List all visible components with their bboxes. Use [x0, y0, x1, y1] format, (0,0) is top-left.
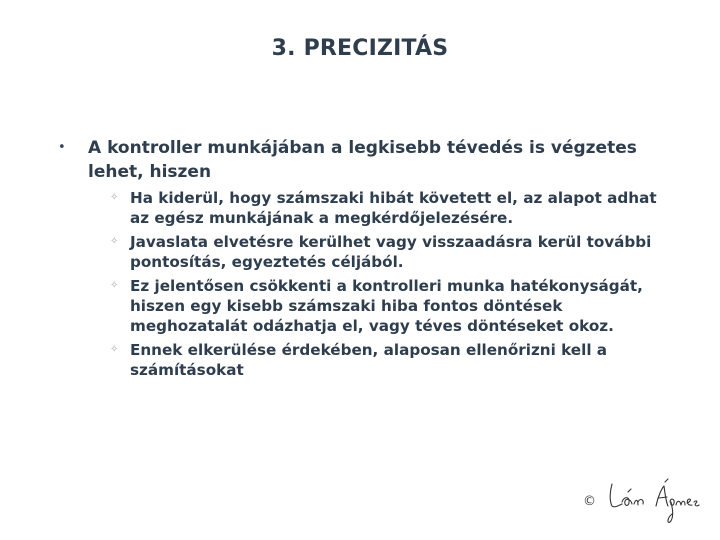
signature-area [583, 472, 708, 526]
diamond-marker-icon: ✧ [110, 280, 119, 291]
diamond-marker-icon: ✧ [110, 344, 119, 355]
slide-title: 3. PRECIZITÁS [271, 36, 449, 61]
bullet-text: A kontroller munkájában a legkisebb tévedés is végzetes lehet, hiszen [88, 138, 637, 182]
handwritten-signature [604, 472, 700, 526]
copyright-symbol: © [583, 493, 596, 509]
diamond-marker-icon: ✧ [110, 192, 119, 203]
sub-bullet-item [110, 188, 670, 228]
bullet-list [58, 136, 688, 384]
sub-bullet-item [110, 276, 670, 336]
sub-bullet-text: Ez jelentősen csökkenti a kontrolleri munka hatékonyságát, hiszen egy kisebb számszaki hiba fontos döntések meghozatalát odázhatja el, vagy téves döntéseket okoz. [130, 277, 643, 335]
bullet-dot-icon: • [58, 140, 66, 155]
sub-bullet-list [110, 188, 670, 380]
sub-bullet-item [110, 340, 670, 380]
sub-bullet-text: Ha kiderül, hogy számszaki hibát követett el, az alapot adhat az egész munkájának a megkérdőjelezésére. [130, 189, 657, 227]
bullet-item [58, 136, 688, 184]
diamond-marker-icon: ✧ [110, 236, 119, 247]
sub-bullet-text: Javaslata elvetésre kerülhet vagy visszaadásra kerül további pontosítás, egyeztetés céljából. [130, 233, 652, 271]
sub-bullet-text: Ennek elkerülése érdekében, alaposan ellenőrizni kell a számításokat [130, 341, 608, 379]
sub-bullet-item [110, 232, 670, 272]
